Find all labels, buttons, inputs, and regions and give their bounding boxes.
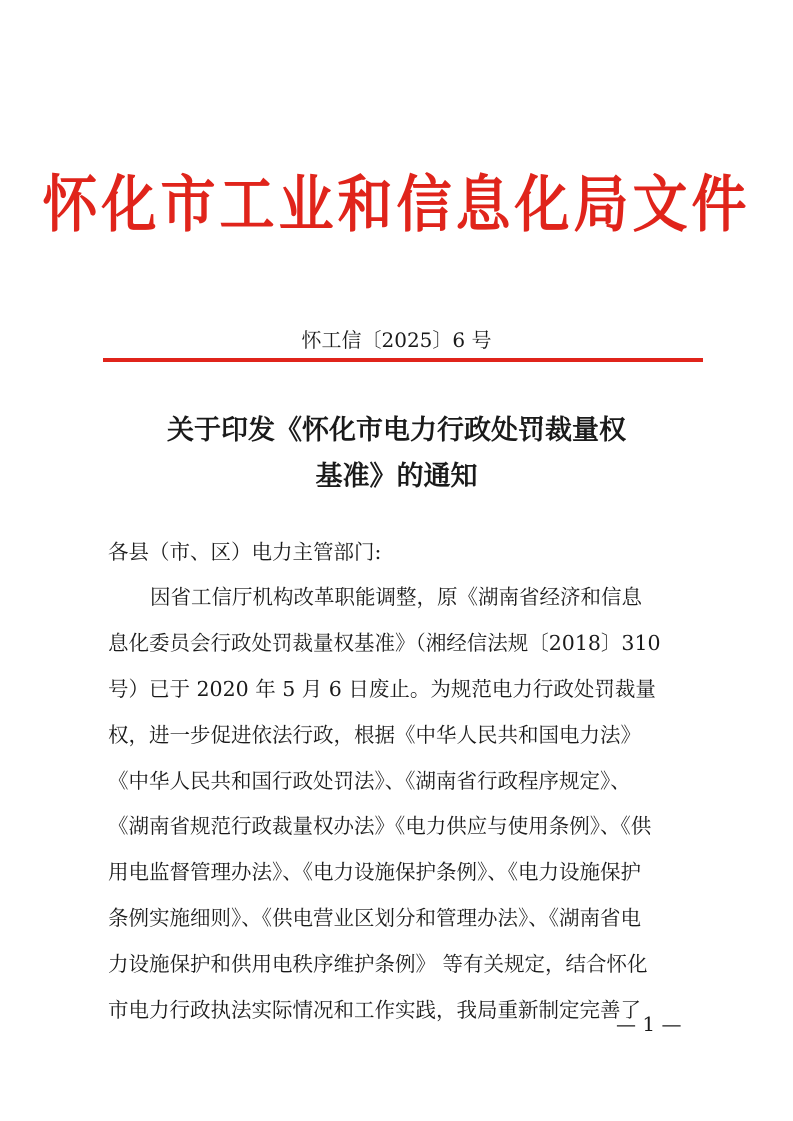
notice-title <box>0 408 793 500</box>
body-line: 《湖南省规范行政裁量权办法》《电力供应与使用条例》、《供 <box>108 814 652 839</box>
body-line: 息化委员会行政处罚裁量权基准》（湘经信法规〔2018〕310 <box>108 630 661 655</box>
body-line: 因省工信厅机构改革职能调整，原《湖南省经济和信息 <box>150 585 642 609</box>
body-line: 用电监督管理办法》、《电力设施保护条例》、《电力设施保护 <box>108 860 641 885</box>
body-line: 力设施保护和供用电秩序维护条例》 等有关规定，结合怀化 <box>108 952 648 977</box>
document-number: 怀工信〔2025〕6 号 <box>301 328 492 352</box>
red-divider-line <box>103 358 703 362</box>
body-text <box>108 583 698 1042</box>
body-line: 权，进一步促进依法行政，根据《中华人民共和国电力法》 <box>108 722 641 747</box>
page-number: — 1 — <box>616 1012 682 1036</box>
document-masthead: 怀化市工业和信息化局文件 <box>42 168 751 240</box>
body-line: 条例实施细则》、《供电营业区划分和管理办法》、《湖南省电 <box>108 906 641 931</box>
title-line-2: 基准》的通知 <box>315 461 478 492</box>
title-line-1: 关于印发《怀化市电力行政处罚裁量权 <box>167 415 626 446</box>
body-line: 市电力行政执法实际情况和工作实践，我局重新制定完善了 <box>108 998 641 1023</box>
body-line: 号）已于 2020 年 5 月 6 日废止。为规范电力行政处罚裁量 <box>108 676 656 701</box>
body-line: 《中华人民共和国行政处罚法》、《湖南省行政程序规定》、 <box>108 768 631 793</box>
salutation: 各县（市、区）电力主管部门: <box>108 540 382 564</box>
